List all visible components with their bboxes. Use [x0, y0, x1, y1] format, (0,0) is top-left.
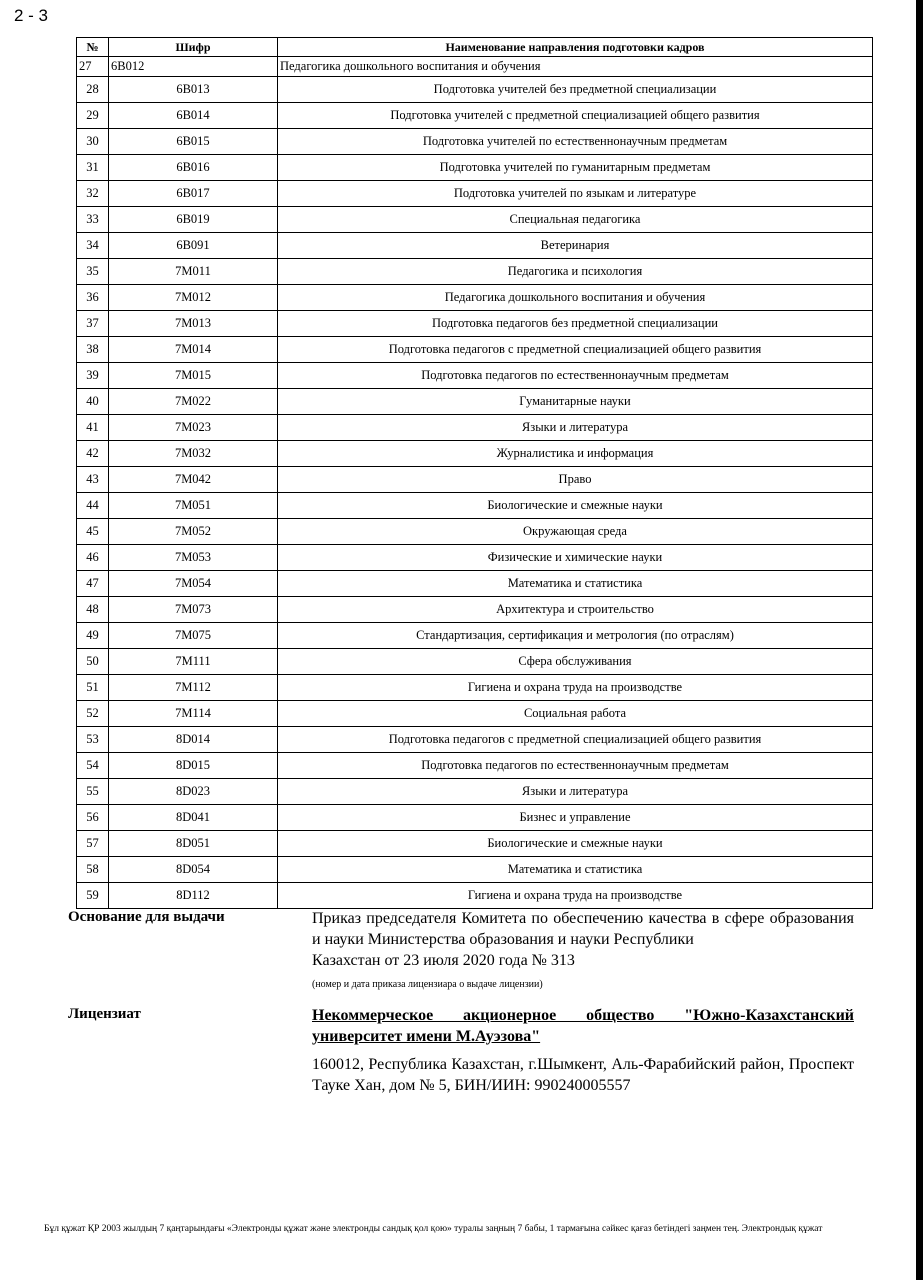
row-name: Стандартизация, сертификация и метрология (по отраслям)	[278, 623, 873, 649]
column-header-code: Шифр	[109, 38, 278, 57]
table-row	[77, 337, 873, 363]
row-code: 7M022	[109, 389, 278, 415]
row-name: Подготовка педагогов по естественнонаучным предметам	[278, 753, 873, 779]
row-name: Гуманитарные науки	[278, 389, 873, 415]
row-number: 45	[77, 519, 109, 545]
table-row	[77, 207, 873, 233]
row-name: Подготовка педагогов с предметной специализацией общего развития	[278, 727, 873, 753]
row-number: 30	[77, 129, 109, 155]
row-code: 7M032	[109, 441, 278, 467]
row-code: 8D054	[109, 857, 278, 883]
row-code: 7M073	[109, 597, 278, 623]
row-name: Сфера обслуживания	[278, 649, 873, 675]
table-row	[77, 649, 873, 675]
column-header-name: Наименование направления подготовки кадров	[278, 38, 873, 57]
table-row	[77, 155, 873, 181]
row-number: 47	[77, 571, 109, 597]
row-number: 49	[77, 623, 109, 649]
row-code: 7M053	[109, 545, 278, 571]
row-code: 7M054	[109, 571, 278, 597]
row-code: 7M012	[109, 285, 278, 311]
row-code: 6B016	[109, 155, 278, 181]
row-code: 7M111	[109, 649, 278, 675]
row-code: 7M023	[109, 415, 278, 441]
row-code: 7M042	[109, 467, 278, 493]
row-name: Физические и химические науки	[278, 545, 873, 571]
row-number: 51	[77, 675, 109, 701]
row-name: Архитектура и строительство	[278, 597, 873, 623]
row-code: 7M052	[109, 519, 278, 545]
table-row	[77, 753, 873, 779]
row-number: 53	[77, 727, 109, 753]
row-code: 7M011	[109, 259, 278, 285]
row-number: 42	[77, 441, 109, 467]
table-row	[77, 519, 873, 545]
row-name: Подготовка учителей по естественнонаучным предметам	[278, 129, 873, 155]
row-code: 6B014	[109, 103, 278, 129]
licensee-address: 160012, Республика Казахстан, г.Шымкент, Аль-Фарабийский район, Проспект Тауке Хан, дом № 5, БИН/ИИН: 990240005557	[312, 1056, 854, 1094]
row-name: Гигиена и охрана труда на производстве	[278, 883, 873, 909]
row-number: 35	[77, 259, 109, 285]
table-row	[77, 571, 873, 597]
row-number: 39	[77, 363, 109, 389]
row-code: 6B015	[109, 129, 278, 155]
row-name: Биологические и смежные науки	[278, 493, 873, 519]
basis-label: Основание для выдачи	[68, 909, 225, 925]
row-code: 7M014	[109, 337, 278, 363]
row-code: 7M051	[109, 493, 278, 519]
row-number: 52	[77, 701, 109, 727]
table-row	[77, 259, 873, 285]
table-row	[77, 467, 873, 493]
row-number: 38	[77, 337, 109, 363]
row-number: 34	[77, 233, 109, 259]
row-name: Подготовка учителей без предметной специализации	[278, 77, 873, 103]
row-number: 58	[77, 857, 109, 883]
row-name: Специальная педагогика	[278, 207, 873, 233]
table-row	[77, 415, 873, 441]
licensee-name: Некоммерческое акционерное общество "Южно-Казахстанский университет имени М.Ауэзова"	[312, 1007, 854, 1045]
row-name: Право	[278, 467, 873, 493]
table-body	[77, 57, 873, 909]
row-number: 50	[77, 649, 109, 675]
row-number: 55	[77, 779, 109, 805]
row-number: 44	[77, 493, 109, 519]
row-name: Языки и литература	[278, 415, 873, 441]
row-number: 57	[77, 831, 109, 857]
row-name: Ветеринария	[278, 233, 873, 259]
row-code: 7M015	[109, 363, 278, 389]
basis-text-last: Казахстан от 23 июля 2020 года № 313	[312, 952, 575, 969]
row-name: Педагогика дошкольного воспитания и обучения	[278, 57, 873, 77]
row-name: Журналистика и информация	[278, 441, 873, 467]
basis-note: (номер и дата приказа лицензиара о выдаче лицензии)	[312, 979, 543, 990]
row-code: 8D023	[109, 779, 278, 805]
table-row	[77, 701, 873, 727]
row-name: Подготовка педагогов по естественнонаучным предметам	[278, 363, 873, 389]
table-row	[77, 727, 873, 753]
table-row	[77, 363, 873, 389]
row-code: 6B013	[109, 77, 278, 103]
table-row	[77, 805, 873, 831]
table-row	[77, 233, 873, 259]
row-code: 8D014	[109, 727, 278, 753]
row-number: 31	[77, 155, 109, 181]
table-row	[77, 77, 873, 103]
row-code: 6B017	[109, 181, 278, 207]
row-number: 27	[77, 57, 109, 77]
column-header-number: №	[77, 38, 109, 57]
row-code: 7M112	[109, 675, 278, 701]
page-number: 2 - 3	[14, 6, 49, 25]
row-code: 8D112	[109, 883, 278, 909]
row-number: 54	[77, 753, 109, 779]
row-name: Педагогика дошкольного воспитания и обучения	[278, 285, 873, 311]
row-number: 36	[77, 285, 109, 311]
row-name: Окружающая среда	[278, 519, 873, 545]
table-row	[77, 779, 873, 805]
footer-note: Бұл құжат ҚР 2003 жылдың 7 қаңтарындағы «Электронды құжат және электронды сандық қол қою» туралы заңның 7 бабы, 1 тармағына сәйкес қағаз бетіндегі заңмен тең. Электрондық құжат	[44, 1224, 823, 1234]
row-number: 33	[77, 207, 109, 233]
row-name: Математика и статистика	[278, 857, 873, 883]
table-row	[77, 441, 873, 467]
table-row	[77, 57, 873, 77]
table-row	[77, 103, 873, 129]
row-number: 46	[77, 545, 109, 571]
row-number: 29	[77, 103, 109, 129]
table-row	[77, 883, 873, 909]
row-code: 6B019	[109, 207, 278, 233]
table-row	[77, 493, 873, 519]
table-row	[77, 623, 873, 649]
row-name: Педагогика и психология	[278, 259, 873, 285]
row-code: 7M075	[109, 623, 278, 649]
row-name: Языки и литература	[278, 779, 873, 805]
row-code: 7M013	[109, 311, 278, 337]
row-code: 6B091	[109, 233, 278, 259]
licensee-label: Лицензиат	[68, 1006, 141, 1022]
row-code: 8D015	[109, 753, 278, 779]
row-name: Математика и статистика	[278, 571, 873, 597]
row-number: 37	[77, 311, 109, 337]
specialties-table	[76, 37, 873, 909]
table-row	[77, 675, 873, 701]
row-number: 41	[77, 415, 109, 441]
row-name: Подготовка учителей по гуманитарным предметам	[278, 155, 873, 181]
row-code: 8D041	[109, 805, 278, 831]
basis-text	[312, 908, 854, 971]
table-row	[77, 129, 873, 155]
row-name: Бизнес и управление	[278, 805, 873, 831]
table-row	[77, 545, 873, 571]
table-row	[77, 285, 873, 311]
table-row	[77, 831, 873, 857]
row-name: Подготовка педагогов без предметной специализации	[278, 311, 873, 337]
table-row	[77, 181, 873, 207]
row-code: 8D051	[109, 831, 278, 857]
row-code: 7M114	[109, 701, 278, 727]
row-name: Подготовка учителей по языкам и литературе	[278, 181, 873, 207]
row-code: 6B012	[109, 57, 278, 77]
row-number: 59	[77, 883, 109, 909]
row-name: Подготовка учителей с предметной специализацией общего развития	[278, 103, 873, 129]
table-row	[77, 389, 873, 415]
table-row	[77, 311, 873, 337]
row-number: 40	[77, 389, 109, 415]
row-number: 43	[77, 467, 109, 493]
row-name: Биологические и смежные науки	[278, 831, 873, 857]
row-number: 28	[77, 77, 109, 103]
row-number: 32	[77, 181, 109, 207]
row-number: 56	[77, 805, 109, 831]
row-name: Подготовка педагогов с предметной специализацией общего развития	[278, 337, 873, 363]
row-number: 48	[77, 597, 109, 623]
row-name: Гигиена и охрана труда на производстве	[278, 675, 873, 701]
table-header-row	[77, 38, 873, 57]
row-name: Социальная работа	[278, 701, 873, 727]
table-row	[77, 597, 873, 623]
basis-text-main: Приказ председателя Комитета по обеспечению качества в сфере образования и науки Министерства образования и науки Республики	[312, 910, 854, 948]
table-row	[77, 857, 873, 883]
